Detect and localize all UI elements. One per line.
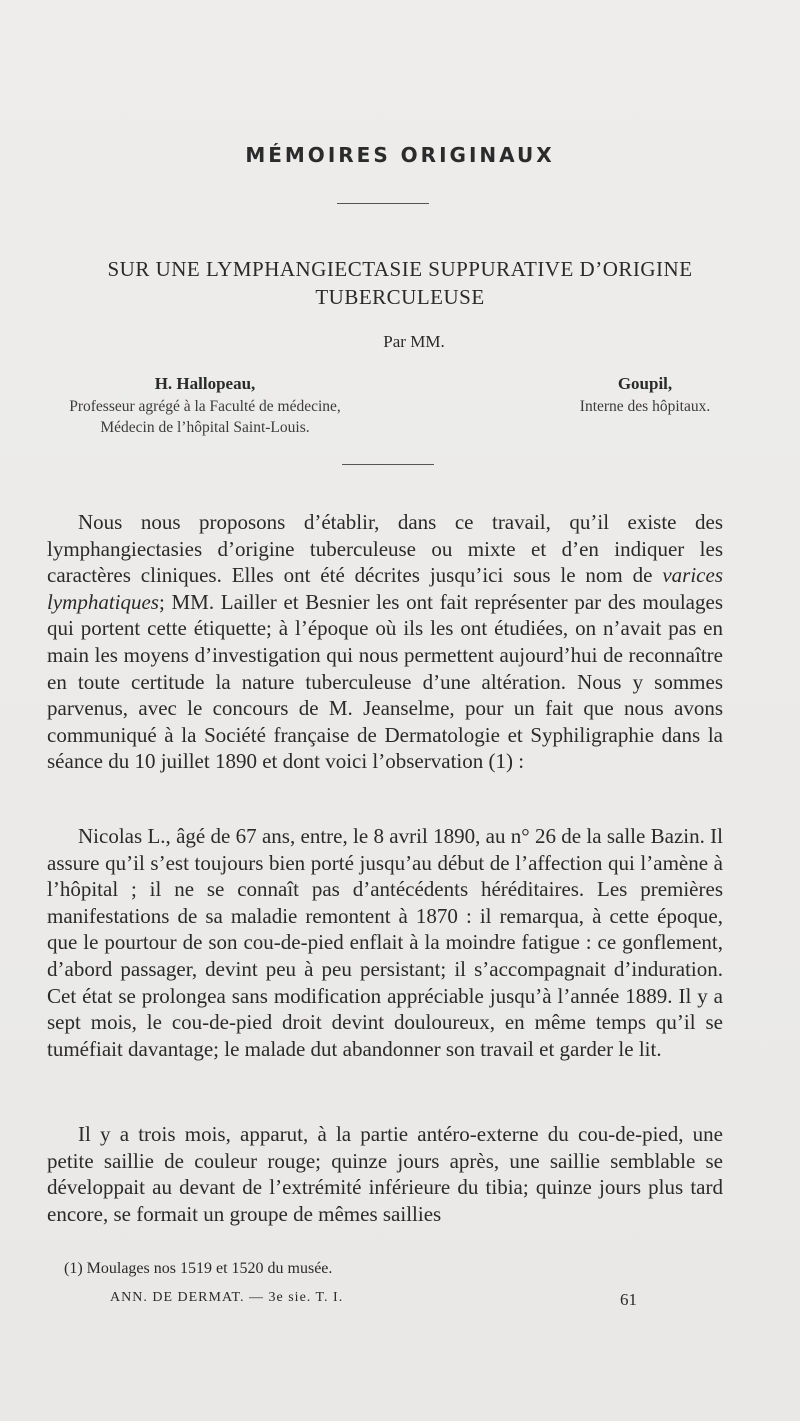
page-number: 61 — [620, 1290, 637, 1309]
byline: Par MM. — [383, 332, 445, 351]
author-role: Professeur agrégé à la Faculté de médecine, — [69, 398, 341, 415]
footnote: (1) Moulages nos 1519 et 1520 du musée. — [64, 1260, 333, 1277]
divider-rule — [337, 203, 429, 204]
section-heading: MÉMOIRES ORIGINAUX — [245, 143, 555, 167]
body-paragraph: Il y a trois mois, apparut, à la partie antéro-externe du cou-de-pied, une petite saillie de couleur rouge; quinze jours après, une saillie semblable se développait au devant de l’extrémité inférieure du tibia; quinze jours plus tard encore, se formait un groupe de mêmes saillies — [47, 1122, 723, 1226]
article-title: SUR UNE LYMPHANGIECTASIE SUPPURATIVE D’ORIGINE TUBERCULEUSE — [107, 257, 693, 309]
author-goupil — [520, 373, 770, 417]
journal-reference: ANN. DE DERMAT. — 3e sie. T. I. — [110, 1290, 344, 1305]
author-role: Interne des hôpitaux. — [579, 398, 711, 415]
body-paragraph: Nicolas L., âgé de 67 ans, entre, le 8 avril 1890, au n° 26 de la salle Bazin. Il assure qu’il s’est toujours bien porté jusqu’au début de l’affection qui l’amène à l’hôpital ; il ne se connaît pas d’antécédents héréditaires. Les premières manifestations de sa maladie remontent à 1870 : il remarqua, à cette époque, que le pourtour de son cou-de-pied enflait à la moindre fatigue : ce gonflement, d’abord passager, devint peu à peu persistant; il s’accompagnait d’induration. Cet état se prolongea sans modification appréciable jusqu’à l’année 1889. Il y a sept mois, le cou-de-pied droit devint douloureux, en même temps qu’il se tuméfiait davantage; le malade dut abandonner son travail et garder le lit. — [47, 824, 723, 1061]
author-hallopeau — [40, 373, 370, 438]
italic-term: varices lymphatiques — [47, 563, 723, 614]
divider-rule — [342, 464, 434, 465]
author-role: Médecin de l’hôpital Saint-Louis. — [100, 419, 310, 436]
author-name: H. Hallopeau, — [154, 374, 256, 393]
body-paragraph: Nous nous proposons d’établir, dans ce travail, qu’il existe des lymphangiectasies d’origine tuberculeuse ou mixte et d’en indiquer les caractères cliniques. Elles ont été décrites jusqu’ici sous le nom de varices lymphatiques; MM. Lailler et Besnier les ont fait représenter par des moulages qui portent cette étiquette; à l’époque où ils les ont étudiées, on n’avait pas en main les moyens d’investigation qui nous permettent aujourd’hui de reconnaître en toute certitude la nature tuberculeuse d’une altération. Nous y sommes parvenus, avec le concours de M. Jeanselme, pour un fait que nous avons communiqué à la Société française de Dermatologie et Syphiligraphie dans la séance du 10 juillet 1890 et dont voici l’observation (1) : — [47, 510, 723, 774]
author-name: Goupil, — [617, 374, 673, 393]
